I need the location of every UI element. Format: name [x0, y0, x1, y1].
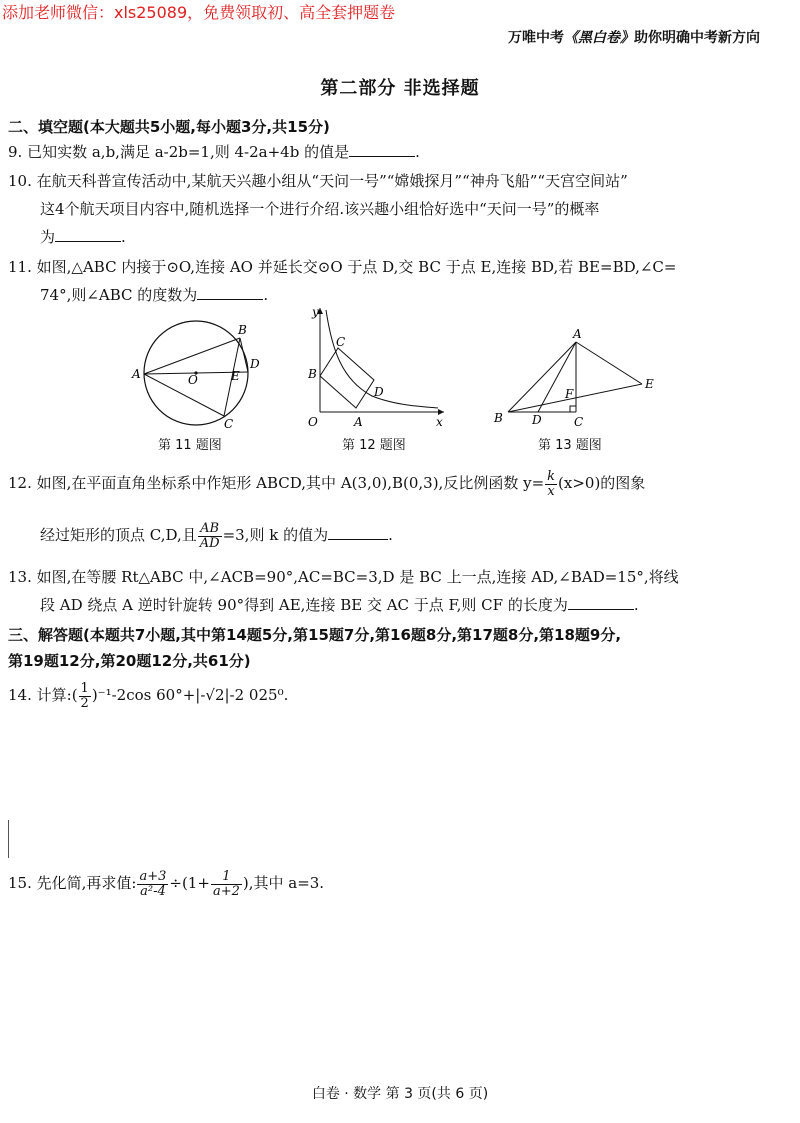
section-3-title: 三、解答题(本题共7小题,其中第14题5分,第15题7分,第16题8分,第17题8分,第18题9分, [8, 626, 622, 644]
question-9: 9. 已知实数 a,b,满足 a-2b=1,则 4-2a+4b 的值是 . [8, 143, 420, 161]
part-title: 第二部分 非选择题 [320, 78, 480, 99]
fig11-label-o: O [188, 373, 198, 387]
fig13-label-e: E [645, 377, 654, 391]
section-2-title: 二、填空题(本大题共5小题,每小题3分,共15分) [8, 118, 330, 136]
fig13-label-c: C [574, 415, 584, 429]
fraction-ab-over-ad: $\frac{AB}{AD}$ [199, 520, 220, 551]
margin-mark [8, 820, 9, 858]
question-12: 12. 如图,在平面直角坐标系中作矩形 ABCD,其中 A(3,0),B(0,3),反比例函数 y= $\frac{k}{x}$ (x>0)的图象 [8, 468, 646, 499]
section-3-title-line2: 第19题12分,第20题12分,共61分) [8, 652, 251, 670]
fig12-label-d: D [374, 385, 384, 399]
question-13: 13. 如图,在等腰 Rt△ABC 中,∠ACB=90°,AC=BC=3,D 是 BC 上一点,连接 AD,∠BAD=15°,将线 [8, 568, 679, 586]
question-13-line2: 段 AD 绕点 A 逆时针旋转 90°得到 AE,连接 BE 交 AC 于点 F,则 CF 的长度为 . [40, 596, 639, 614]
header-slogan: 万唯中考《黑白卷》助你明确中考新方向 [508, 30, 760, 46]
question-10: 10. 在航天科普宣传活动中,某航天兴趣小组从“天问一号”“嫦娥探月”“神舟飞船”“天宫空间站” [8, 172, 628, 190]
page-footer: 白卷 · 数学 第 3 页(共 6 页) [311, 1086, 489, 1102]
figure-12 [302, 300, 452, 432]
fig11-caption: 第 11 题图 [158, 438, 222, 453]
question-14: 14. 计算:( $\frac{1}{2}$ )⁻¹-2cos 60°+|-√2|-2 025⁰. [8, 680, 289, 711]
question-11-line2: 74°,则∠ABC 的度数为 . [40, 286, 269, 304]
fig12-label-c: C [336, 335, 346, 349]
question-15: 15. 先化简,再求值: $\frac{a+3}{\text{a²-4}}$ ÷(1+ $\frac{1}{a+2}$ ),其中 a=3. [8, 868, 325, 899]
fraction-a3-over-a2m4: $\frac{a+3}{\text{a²-4}}$ [139, 868, 167, 899]
fig12-label-y: y [312, 305, 319, 319]
watermark: 添加老师微信：xls25089，免费领取初、高全套押题卷 [2, 3, 396, 22]
fraction-1-over-a2: $\frac{1}{a+2}$ [212, 868, 240, 899]
fig13-label-d: D [532, 413, 542, 427]
fig12-label-b: B [308, 367, 317, 381]
fig13-label-b: B [494, 411, 503, 425]
fraction-k-over-x: $\frac{k}{x}$ [547, 468, 556, 499]
figure-13 [490, 326, 662, 430]
fig12-label-a: A [354, 415, 363, 429]
question-11: 11. 如图,△ABC 内接于⊙O,连接 AO 并延长交⊙O 于点 D,交 BC 于点 E,连接 BD,若 BE=BD,∠C= [8, 258, 677, 276]
fig13-label-f: F [565, 387, 574, 401]
fraction-one-half: $\frac{1}{2}$ [80, 680, 89, 711]
question-10-line2: 这4个航天项目内容中,随机选择一个进行介绍.该兴趣小组恰好选中“天问一号”的概率 [40, 200, 600, 218]
fig11-label-a: A [132, 367, 141, 381]
question-12-line2: 经过矩形的顶点 C,D,且 $\frac{AB}{AD}$ =3,则 k 的值为 . [40, 520, 393, 551]
fig11-label-e: E [231, 369, 240, 383]
fig12-label-o: O [308, 415, 318, 429]
fig11-label-d: D [250, 357, 260, 371]
fig13-caption: 第 13 题图 [538, 438, 602, 453]
fig13-label-a: A [573, 327, 582, 341]
question-10-line3: 为 . [40, 228, 126, 246]
fig11-label-b: B [238, 323, 247, 337]
fig12-caption: 第 12 题图 [342, 438, 406, 453]
figure-11 [128, 312, 268, 432]
fig12-label-x: x [436, 415, 443, 429]
fig11-label-c: C [224, 417, 234, 431]
